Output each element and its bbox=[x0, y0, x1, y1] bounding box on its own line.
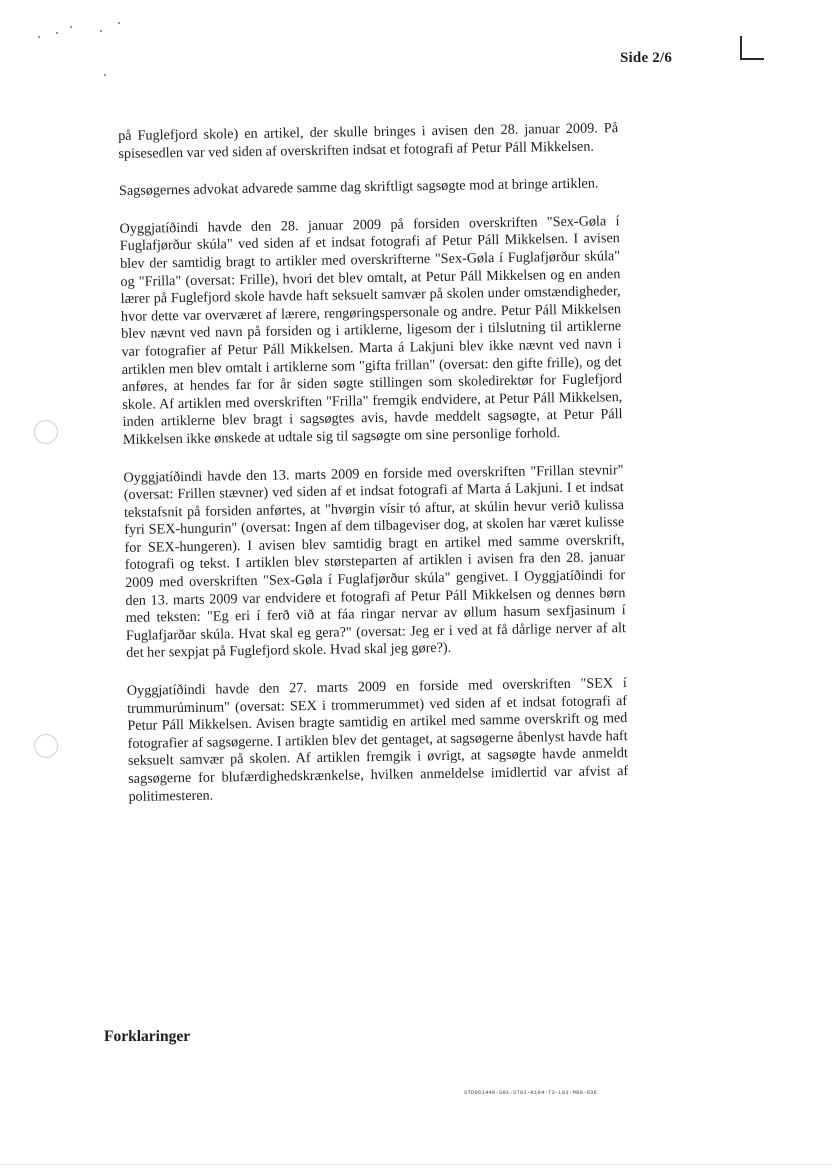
scan-edge-line bbox=[0, 1164, 832, 1165]
paragraph-lawyer-warning: Sagsøgernes advokat advarede samme dag skriftligt sagsøgte mod at bringe artiklen. bbox=[118, 175, 599, 200]
scan-speck bbox=[104, 74, 106, 76]
paragraph-intro: på Fuglefjord skole) en artikel, der skulle bringes i avisen den 28. januar 2009. På spisesedlen var ved siden af overskriften indsat et fotografi af Petur Páll Mikkelsen. bbox=[118, 120, 619, 162]
paragraph-january-article: Oyggjatíðindi havde den 28. januar 2009 på forsiden overskriften "Sex-Gøla í Fuglafjørður skúla" ved siden af et indsat fotografi af Petur Páll Mikkelsen. I avisen blev der samtidig bragt to artikler med overskrifterne "Sex-Gøla í Fuglafjørður skúla" og "Frilla" (oversat: Frille), hvori det blev omtalt, at Petur Páll Mikkelsen og en anden lærer på Fuglefjord skole havde haft seksuelt samvær på skolen under omstændigheder, hvor dette var overværet af lærere, rengøringspersonale og andre. Petur Páll Mikkelsen blev nævnt ved navn på forsiden og i artiklerne, ligesom der i tilslutning til artiklerne var fotografier af Petur Páll Mikkelsen. Marta á Lakjuni blev ikke nævnt ved navn i artiklen men blev omtalt i artiklerne som "gifta frillan" (oversat: den gifte frille), og det anføres, at hendes far for år siden søgte stillingen som skoledirektør for Fuglefjord skole. Af artiklen med overskriften "Frilla" fremgik endvidere, at Petur Páll Mikkelsen, inden artiklerne blev bragt i sagsøgtes avis, havde meddelt sagsøgte, at Petur Páll Mikkelsen ikke ønskede at udtale sig til sagsøgte om sine personlige forhold. bbox=[119, 212, 623, 448]
page-number: Side 2/6 bbox=[620, 50, 673, 66]
scan-speck bbox=[56, 32, 58, 34]
scan-speck bbox=[70, 26, 72, 28]
corner-bracket-mark bbox=[740, 36, 764, 60]
paragraph-march-13-article: Oyggjatíðindi havde den 13. marts 2009 en forside med overskriften "Frillan stevnir" (oversat: Frillen stævner) ved siden af et indsat fotografi af Marta á Lakjuni. I et indsat tekstafsnit på forsiden anførtes, at "hvørgin vísir tó aftur, at skúlin hevur verið kulissa fyri SEX-hungurin" (oversat: Ingen af dem tilbageviser dog, at skolen har været kulisse for SEX-hungeren). I avisen blev samtidig bragt en artikel med samme overskrift, fotografi og tekst. I artiklen blev størsteparten af artiklen i avisen fra den 28. januar 2009 med overskriften "Sex-Gøla í Fuglafjørður skúla" gengivet. I Oyggjatíðindi for den 13. marts 2009 var endvidere et fotografi af Petur Páll Mikkelsen og dennes børn med teksten: "Eg eri í ferð við at fáa ringar nervar av øllum hasum sexfjasinum í Fuglafjarðar skúla. Hvat skal eg gera?" (oversat: Jeg er i ved at få dårlige nerver af alt det her sexpjat på Fuglefjord skole. Hvad skal jeg gøre?). bbox=[123, 461, 627, 662]
body-text bbox=[118, 120, 629, 826]
paragraph-march-27-article: Oyggjatíðindi havde den 27. marts 2009 en forside med overskriften "SEX í trummurúminum" (oversat: SEX i trommerummet) ved siden af et indsat fotografi af Petur Páll Mikkelsen. Avisen bragte samtidig en artikel med samme overskrift og med fotografier af sagsøgerne. I artiklen blev det gentaget, at sagsøgerne åbenlyst havde haft seksuelt samvær på skolen. Af artiklen fremgik i øvrigt, at sagsøgte havde anmeldt sagsøgerne for blufærdighedskrænkelse, hvilken anmeldelse imidlertid var afvist af politimesteren. bbox=[126, 675, 629, 805]
punch-hole bbox=[34, 734, 58, 758]
scan-speck bbox=[100, 30, 102, 32]
section-heading: Forklaringer bbox=[104, 1028, 191, 1045]
punch-hole bbox=[34, 420, 58, 444]
scan-speck bbox=[118, 22, 120, 24]
document-code: STD061446-S01-ST01-K194-T3-L01-M00-D36 bbox=[464, 1089, 598, 1096]
scan-speck bbox=[38, 36, 40, 38]
